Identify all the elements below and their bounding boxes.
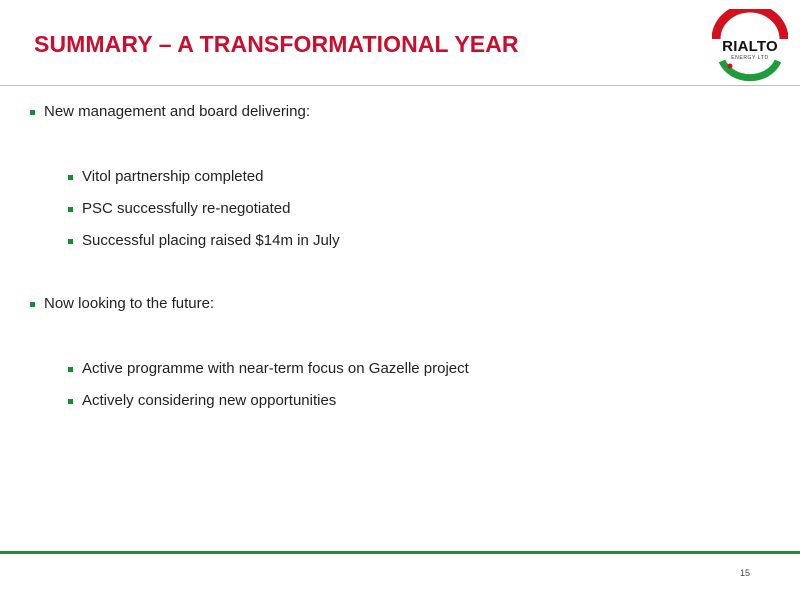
square-bullet-icon bbox=[68, 367, 73, 372]
square-bullet-icon bbox=[68, 175, 73, 180]
bullet-text: Active programme with near-term focus on Gazelle project bbox=[82, 360, 469, 377]
slide-title: SUMMARY – A TRANSFORMATIONAL YEAR bbox=[34, 31, 519, 57]
bullet-section-1 bbox=[30, 103, 310, 121]
bullet-text: New management and board delivering: bbox=[44, 103, 310, 120]
sub-bullet bbox=[68, 232, 340, 250]
sub-bullet bbox=[68, 200, 290, 218]
bullet-text: Now looking to the future: bbox=[44, 295, 215, 312]
page-number: 15 bbox=[739, 568, 750, 578]
bullet-text: PSC successfully re-negotiated bbox=[82, 200, 291, 217]
sub-bullet bbox=[68, 360, 469, 378]
square-bullet-icon bbox=[68, 207, 73, 212]
square-bullet-icon bbox=[30, 302, 35, 307]
sub-bullet bbox=[68, 392, 336, 410]
footer-divider bbox=[0, 551, 800, 554]
logo-wordmark: RIALTO bbox=[722, 38, 778, 55]
square-bullet-icon bbox=[30, 110, 35, 115]
logo-subtitle: ENERGY LTD bbox=[731, 55, 769, 61]
square-bullet-icon bbox=[68, 399, 73, 404]
company-logo bbox=[712, 9, 788, 83]
bullet-section-2 bbox=[30, 295, 214, 313]
bullet-text: Vitol partnership completed bbox=[82, 168, 264, 185]
square-bullet-icon bbox=[68, 239, 73, 244]
bullet-text: Successful placing raised $14m in July bbox=[82, 232, 340, 249]
bullet-text: Actively considering new opportunities bbox=[82, 392, 337, 409]
header-divider bbox=[0, 85, 800, 86]
sub-bullet bbox=[68, 168, 264, 186]
